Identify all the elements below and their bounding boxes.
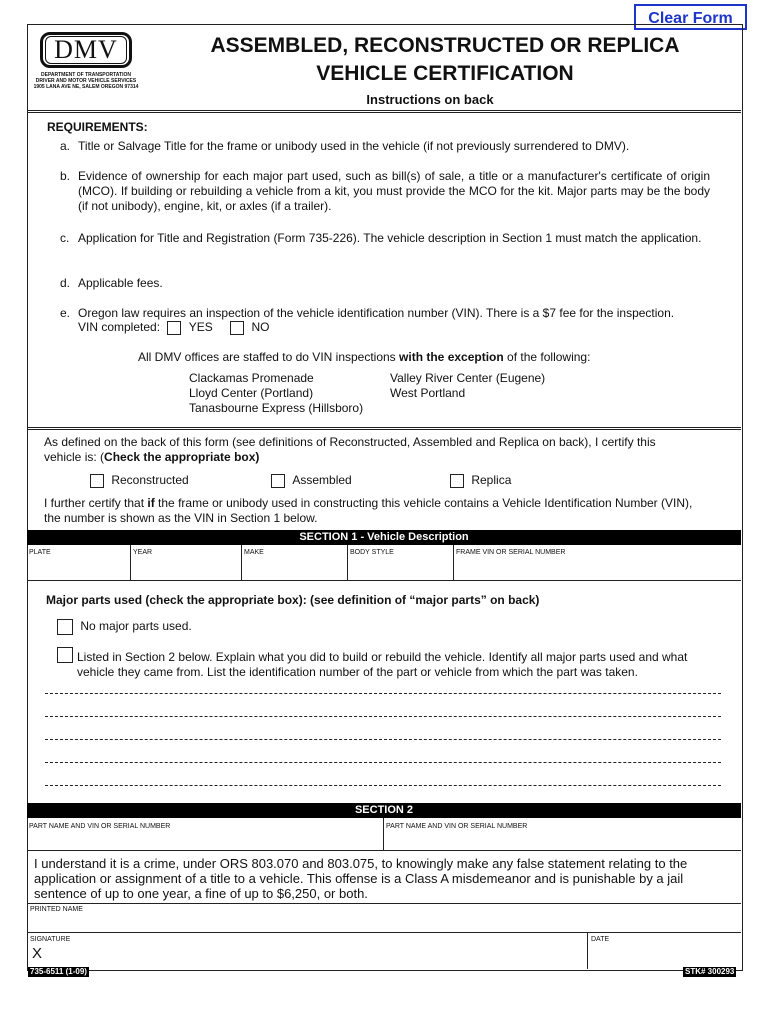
no-major-parts-label: No major parts used.: [80, 619, 192, 634]
part-field-right[interactable]: [384, 818, 741, 850]
no-major-parts-checkbox[interactable]: [57, 619, 73, 635]
req-text: Title or Salvage Title for the frame or unibody used in the vehicle (if not previously surrendered to DMV).: [78, 139, 630, 153]
requirement-e: [60, 306, 710, 321]
vin-completed-row: [78, 320, 269, 335]
vin-yes-checkbox[interactable]: [167, 321, 181, 335]
section1-fields: [27, 545, 741, 581]
vin-no-label: NO: [251, 320, 270, 334]
office-item: Lloyd Center (Portland): [189, 386, 314, 400]
reconstructed-label: Reconstructed: [111, 473, 189, 487]
further-text-end: the frame or unibody used in constructing this vehicle contains a Vehicle Identification Number (VIN),: [154, 496, 693, 510]
explanation-line[interactable]: [45, 693, 721, 694]
replica-label: Replica: [471, 473, 512, 487]
offices-intro-text-end: of the following:: [503, 350, 591, 364]
plate-field[interactable]: [27, 545, 131, 580]
req-letter: b.: [60, 169, 71, 183]
date-label: DATE: [591, 936, 610, 943]
plate-label: PLATE: [29, 549, 51, 556]
office-item: Valley River Center (Eugene): [390, 371, 546, 385]
req-text: Oregon law requires an inspection of the vehicle identification number (VIN). There is a $7 fee for the inspection.: [78, 306, 675, 320]
printed-name-field[interactable]: [27, 903, 741, 931]
requirement-c: [60, 231, 710, 246]
section1-header: SECTION 1 - Vehicle Description: [27, 530, 741, 545]
req-letter: a.: [60, 139, 71, 153]
req-text: Application for Title and Registration (Form 735-226). The vehicle description in Section 1 must match the application.: [78, 231, 702, 245]
vin-yes-label: YES: [188, 320, 213, 334]
office-item: Clackamas Promenade: [189, 371, 314, 385]
agency-line: DRIVER AND MOTOR VEHICLE SERVICES: [35, 78, 137, 84]
major-parts-heading: Major parts used (check the appropriate box): (see definition of “major parts” on back): [46, 593, 540, 607]
form-number: 735-6511 (1-09): [30, 967, 87, 976]
explanation-line[interactable]: [45, 739, 721, 740]
frame-vin-field[interactable]: [454, 545, 741, 580]
title-line: ASSEMBLED, RECONSTRUCTED OR REPLICA: [210, 34, 680, 57]
replica-checkbox[interactable]: [450, 474, 464, 488]
section2-fields: [27, 818, 741, 851]
part-field-left[interactable]: [27, 818, 384, 850]
further-bold: if: [147, 496, 155, 510]
certify-line-2: [44, 450, 724, 465]
requirement-d: [60, 276, 710, 291]
reconstructed-checkbox[interactable]: [90, 474, 104, 488]
stock-number: STK# 300293: [685, 967, 735, 976]
title-line: VEHICLE CERTIFICATION: [316, 62, 574, 85]
further-line-1: [44, 496, 734, 511]
form-subtitle: Instructions on back: [366, 92, 494, 107]
further-certify: [44, 496, 734, 526]
make-label: MAKE: [244, 549, 264, 556]
req-text: Evidence of ownership for each major part used, such as bill(s) of sale, a title or a manufacturer's certificate of origin (MCO). If building or rebuilding a vehicle from a kit, you must provide the MCO for the kit. Major parts may be the body (if not unibody), engine, kit, or axles (if a trailer).: [78, 169, 710, 213]
signature-label: SIGNATURE: [30, 936, 71, 943]
year-field[interactable]: [131, 545, 242, 580]
year-label: YEAR: [133, 549, 153, 556]
form-title: [150, 32, 740, 88]
clear-form-button[interactable]: Clear Form: [634, 4, 747, 30]
certify-line: As defined on the back of this form (see definitions of Reconstructed, Assembled and Replica on back), I certify this: [44, 435, 656, 449]
offices-column-2: [390, 371, 545, 401]
explanation-line[interactable]: [45, 762, 721, 763]
signature-x-mark: X: [32, 945, 43, 962]
certify-text: vehicle is: (: [44, 450, 105, 464]
dmv-logo: [40, 32, 132, 68]
agency-line: 1905 LANA AVE NE, SALEM OREGON 97314: [33, 84, 139, 90]
section2-header: SECTION 2: [27, 803, 741, 818]
false-statement-warning: I understand it is a crime, under ORS 803.070 and 803.075, to knowingly make any false statement relating to the application or assignment of a title to a vehicle. This offense is a Class A misdemeanor and is punishable by a jail sentence of up to one year, a fine of up to $6,250, or both.: [34, 856, 688, 901]
printed-name-label: PRINTED NAME: [30, 906, 83, 913]
divider: [27, 110, 741, 113]
divider: [27, 427, 741, 430]
agency-line: DEPARTMENT OF TRANSPORTATION: [41, 72, 131, 78]
req-letter: d.: [60, 276, 71, 290]
explanation-line[interactable]: [45, 785, 721, 786]
requirement-a: [60, 139, 710, 154]
option-no-major-parts[interactable]: [57, 619, 192, 635]
explanation-line[interactable]: [45, 716, 721, 717]
requirements-heading: REQUIREMENTS:: [47, 120, 148, 134]
assembled-checkbox[interactable]: [271, 474, 285, 488]
office-item: Tanasbourne Express (Hillsboro): [189, 401, 364, 415]
office-item: West Portland: [390, 386, 466, 400]
req-letter: c.: [60, 231, 70, 245]
listed-line: vehicle they came from. List the identification number of the part or vehicle from which the part was taken.: [77, 665, 638, 679]
listed-line: Listed in Section 2 below. Explain what you did to build or rebuild the vehicle. Identify all major parts used and what: [77, 650, 688, 664]
listed-major-parts-checkbox[interactable]: [57, 647, 73, 663]
dmv-logo-text: DMV: [45, 36, 127, 64]
offices-intro-text: All DMV offices are staffed to do VIN inspections: [138, 350, 400, 364]
listed-major-parts-text: [77, 650, 727, 680]
certify-statement: [44, 435, 724, 465]
signature-field[interactable]: [27, 932, 588, 969]
vin-completed-label: VIN completed:: [78, 320, 161, 334]
req-letter: e.: [60, 306, 71, 320]
requirement-b: [60, 169, 710, 214]
req-text: Applicable fees.: [78, 276, 163, 290]
listed-checkbox[interactable]: [57, 647, 73, 663]
option-reconstructed[interactable]: [90, 473, 189, 488]
certify-bold: Check the appropriate box): [104, 450, 260, 464]
agency-address: [30, 72, 142, 90]
part-label: PART NAME AND VIN OR SERIAL NUMBER: [29, 823, 171, 830]
option-assembled[interactable]: [271, 473, 352, 488]
body-style-label: BODY STYLE: [350, 549, 394, 556]
option-replica[interactable]: [450, 473, 511, 488]
offices-intro: [138, 350, 590, 365]
make-field[interactable]: [242, 545, 348, 580]
vin-no-checkbox[interactable]: [230, 321, 244, 335]
body-style-field[interactable]: [348, 545, 454, 580]
offices-intro-bold: with the exception: [399, 350, 504, 364]
offices-column-1: [189, 371, 363, 416]
further-text: I further certify that: [44, 496, 148, 510]
further-line-2: the number is shown as the VIN in Section 1 below.: [44, 511, 318, 525]
assembled-label: Assembled: [292, 473, 352, 487]
frame-vin-label: FRAME VIN OR SERIAL NUMBER: [456, 549, 566, 556]
date-field[interactable]: [588, 932, 741, 969]
part-label: PART NAME AND VIN OR SERIAL NUMBER: [386, 823, 528, 830]
